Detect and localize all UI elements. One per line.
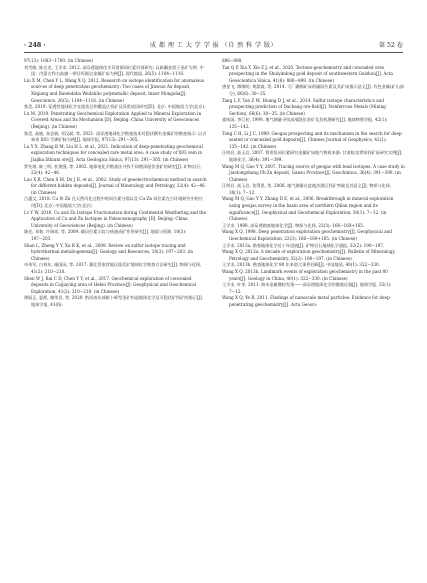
reference-entry: 鲁美, 高晓, 张必敏, 邓汉斌, 等, 2021. 深穿透地球化学勘查技术对隐伏稀有金属矿的勘查指示: 以吉林省 X03 号钾矿脉为例[J]. 地球学报, 97(13): 291−305.	[24, 130, 207, 143]
reference-entry: Wang M Q, Gao Y Y, 2007. Tracing source of geogas with lead isotopes. A case study in Jiaolongzhang Pb-Zn deposit, Gansu Province[J]. Geochimica, 36(4): 391−399. (in Chinese)	[222, 163, 405, 182]
reference-entry: 姚光, 邓春, 许瑞祥, 等, 2009. 截局位素示踪与热液成矿作用研究[J]. 地质与资源, 18(3): 197−203.	[24, 229, 187, 242]
references-right-column	[222, 58, 405, 309]
journal-title: 成 都 理 工 大 学 学 报 （自 然 科 学 版）	[149, 42, 278, 49]
page-number: · 248 ·	[24, 42, 46, 49]
reference-entry: 汪明启, 高玉岩, 张得恩, 等, 2006. 地气测量在盆地沙漠区找矿突破及其意义[J]. 物探与化探, 30(1): 7−12.	[222, 183, 392, 195]
reference-entry: Shan L, Zheng Y Y, Xu R K, et al., 2009. Review on sulfur isotope tracing and hydrothermal metallogenesis[J]. Geology and Resources, 18(3): 197−203. (in Chinese)	[24, 242, 194, 261]
running-header	[24, 40, 403, 53]
reference-entry: 97(13): 1683−1700. (in Chinese)	[24, 58, 94, 63]
reference-entry: Wang X Q, 2013a. A decade of exploration geochemistry[J]. Bulletin of Mineralogy, Petrology and Geochemistry, 32(2): 190−197. (in Chinese)	[222, 249, 396, 261]
reference-entry: 谭丽正, 夏熙, 谢荣君, 等, 2020. 黔西南东部新卜辉型金矿构造地球化学及可隐伏矿找矿的指示[J]. 地球学报, 41(6):	[24, 295, 203, 307]
reference-entry: 王学求, 2013b. 勘查地球化学 80 年来重大事件回顾[J]. 中国地质, 40(1): 322−330.	[222, 262, 380, 268]
reference-entry: Wang X Q, Ye R, 2011. Findings of nanoscale metal particles: Evidence for deep-penetrating geochemistry[J]. Acta Geosci-	[222, 295, 392, 307]
reference-entry: 唐金飞, 谭绵明, 黄箭森, 等, 2014. 大厂硼锡矿床的硫同位素及其矿床指示意义[J]. 有色金属(矿山部分), 66(6): 30−35.	[222, 84, 404, 96]
reference-entry: Shen W J, Bai C D, Chen Y Y, et al., 2017. Geochemical exploration of concealed deposits in Caijiaying area of Hebei Province[J]. Geophysical and Geochemical Exploration, 41(2): 210−218. (in Chinese)	[24, 275, 197, 294]
reference-entry: Tan Q P, Xia Y, Xie Z J, et al., 2020. Tectono-geochemistry and concealed ores prospecting in the Shuiyindong gold deposit of southwestern Guizhou[J]. Acta Geoscientica Sinica, 41(6): 886−898. (in Chinese)	[222, 64, 393, 83]
reference-entry: Wang M Q, Gao Y Y, Zhang D E, et al., 2006. Breakthrough in mineral exploration using geogas survey in the basin area of northern Qilian region and its significance[J]. Geophysical and Geochemical Exploration, 30(1): 7−12. (in Chinese)	[222, 196, 394, 222]
reference-entry: Liu X M, Chen Y L, Wang X Q, 2012. Research on isotope identification for anomalous sources of deep penetration geochemistry: Two cases of Jinwozi Au deposit, Xinjiang and Baiendaba Weilahito polymetallic deposit, Inner Mongolia[J]. Geoscience, 26(5): 1104−1116. (in Chinese)	[24, 77, 205, 103]
reference-entry: Lv Y W, 2018. Cu and Zn Isotope Fractionation during Continental Weathering and the Application of Cu and Zn Isotopes in Paleoceanography [D]. Beijing: China University of Geosciences (Beijing). (in Chinese)	[24, 209, 207, 228]
reference-entry: 童纯菡, 李巨初, 1999. 地气测量寻找深部隐伏金矿及其机理研究[J]. 地球物理学报, 42(1): 135−142.	[222, 117, 388, 129]
volume-label: 第 52 卷	[378, 42, 403, 49]
reference-entry: Tang L F, Tan Z M, Huang D J, et al., 2014. Sulfur isotope characteristics and prospecting prediction of Dachang ore-field[J]. Nonferrous Metals (Mining Section), 66(6): 30−35. (in Chinese)	[222, 97, 386, 116]
reference-entry: 886−898.	[222, 58, 243, 63]
reference-entry: 吕惠文, 2018. Cu 和 Zn 在天然风化过程中的同位素分馏以及 Cu-Zn 同位素在古环境研究中的应用[D]. 北京: 中国地质大学(北京).	[24, 196, 204, 209]
reference-entry: 鲁美, 2019. 穿透性地球化学在隐伏区和覆盖区找矿及异常成因研究[D]. 北京: 中国地质大学(北京).	[24, 104, 206, 110]
references-left-column	[24, 58, 207, 309]
reference-entry: Wang X Q, 2013b. Landmark events of exploration geochemistry in the past 80 years[J]. Geology in China, 40(1): 322−330. (in Chinese)	[222, 269, 388, 281]
reference-entry: 刘雪敏, 陈岳龙, 王学求, 2012. 深穿透地球化学异常源同位素识别研究: 以新疆金窝子金矿为例. 中国：内蒙古科右前旗一带径坞斑岩金属矿床为例[J]. 现代地质, 26(5): 1104−1116.	[24, 64, 204, 77]
reference-entry: 王学求, 1998. 深穿透勘查地球化学[J]. 物探与化探, 22(3): 166−169+165.	[222, 222, 365, 228]
reference-entry: Luo X R, Chen S M, Du J B, et al., 2002. Study of geoelectrochemical method in search for different hidden deposits[J]. Journal of Mineralogy and Petrology, 22(4): 42−46. (in Chinese)	[24, 176, 207, 195]
reference-entry: 王学求, 叶荣, 2011. 纳米金属微粒发现——深穿透地球化学的微观证据[J]. 地球学报, 32(1): 7−12.	[222, 282, 392, 294]
reference-entry: 王学求, 2013a. 勘查地球化学近十年进展[J]. 矿物岩石地球化学通报, 32(2): 190−197.	[222, 242, 385, 248]
reference-entry: Wang X Q, 1998. Deep penetration exploration geochemistry[J]. Geophysical and Geochemical Exploration, 22(3): 166−169+165. (in Chinese)	[222, 229, 392, 242]
reference-entry: Lu M, 2019. Penetrating Geochemical Exploration Applied to Mineral Exploration in Covered Areas and Its Mechanism [D]. Beijing: China University of Geosciences (Beijing). (in Chinese)	[24, 110, 202, 129]
reference-entry: Tong C H, Li J C, 1999. Geogas prospecting and its mechanism in the search for deep-seated or concealed gold deposits[J]. Chinese Journal of Geophysics, 42(1): 135−142. (in Chinese)	[222, 130, 403, 149]
reference-entry: 罗先熔, 陈三明, 杜建强, 等, 2002. 地球电化学勘查法寻找不同埋深隐伏金矿的研究[J]. 矿物岩石, 22(4): 42−46.	[24, 163, 202, 176]
reference-entry: 申伟军, 白春东, 施国因, 等, 2017. 冀北蔡家营地区隐伏矿地球化学勘查方法研究[J]. 物探与化探, 41(2): 210−218.	[24, 262, 202, 274]
reference-entry: 汪明启, 高玉岩, 2007. 利用铅同位素研究金属矿床地气物质来源: 甘肃蛟龙掌铅锌矿床研究实例[J]. 地球化学, 36(4): 391−399.	[222, 150, 403, 162]
reference-entry: Lu Y X, Zhang B M, Liu H L, et al., 2021. Indication of deep-penetrating geochemical exploration techniques for concealed rare metal ores: A case study of X03 vein in Jiajika lithium ore[J]. Acta Geologica Sinica, 97(13): 291−305. (in Chinese)	[24, 143, 203, 162]
